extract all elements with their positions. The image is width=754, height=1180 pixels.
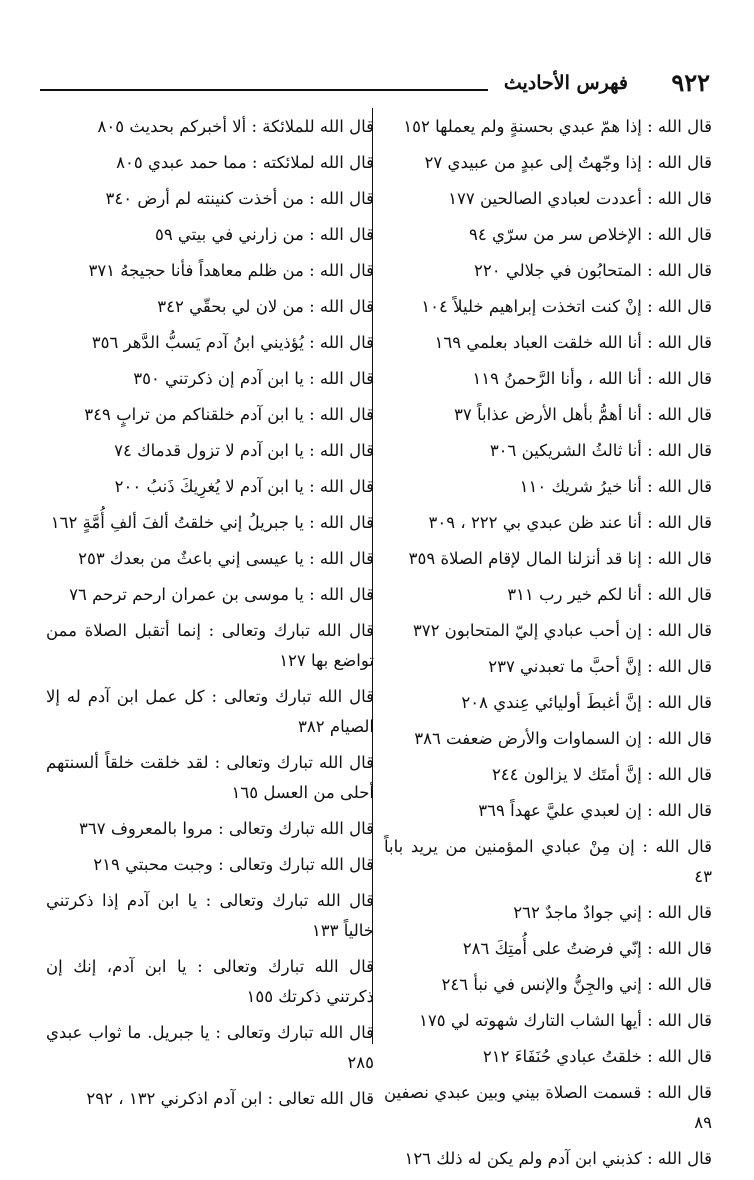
index-entry: قال الله : خلقتُ عبادي حُنَفَاءَ ٢١٢ [482,1047,712,1066]
index-entry: قال الله : أنا الله خلقت العباد بعلمي ١٦٩ [434,333,712,352]
index-entry: قال الله : من زارني في بيتي ٥٩ [154,225,374,244]
index-entry: قال الله : كذبني ابن آدم ولم يكن له ذلك ١٢٦ [404,1149,712,1168]
index-entry: قال الله : يا جبريلُ إني خلقتُ ألفَ ألفِ أُمَّةٍ ١٦٢ [50,513,374,532]
index-entry: قال الله : يا ابن آدم خلقناكم من ترابٍ ٣٤٩ [84,405,374,424]
index-entry: قال الله : إن السماوات والأرض ضعفت ٣٨٦ [414,729,712,748]
index-entry: قال الله تبارك وتعالى : وجبت محبتي ٢١٩ [93,855,374,874]
header-rule [40,89,488,91]
index-entry: قال الله : إنّي فرضتُ على أُمتِكَ ٢٨٦ [462,939,712,958]
index-entry: قال الله : إني جوادٌ ماجدٌ ٢٦٢ [513,903,712,922]
index-entry: قال الله تبارك وتعالى : يا ابن آدم، إنك إن ذكرتني ذكرتك ١٥٥ [46,957,374,1006]
index-entry: قال الله : أيها الشاب التارك شهوته لي ١٧٥ [419,1011,712,1030]
index-entry: قال الله تبارك وتعالى : مروا بالمعروف ٣٦٧ [78,819,374,838]
index-entry: قال الله : إن لعبدي عليَّ عهداً ٣٦٩ [478,801,712,820]
index-entry: قال الله : يا موسى بن عمران ارحم ترحم ٧٦ [69,585,374,604]
index-entry: قال الله : أنا أهمُّ بأهل الأرض عذاباً ٣٧ [454,405,712,424]
index-entry: قال الله : إذا وجّهتُ إلى عبدٍ من عبيدي ٢٧ [424,153,712,172]
index-entry: قال الله : إذا همّ عبدي بحسنةٍ ولم يعملها ١٥٢ [403,117,712,136]
index-column-right [384,112,712,1180]
index-entry: قال الله : إن مِنْ عبادي المؤمنين من يريد باباً ٤٣ [384,837,712,886]
running-title: فهرس الأحاديث [503,72,628,94]
index-entry: قال الله تبارك وتعالى : يا جبريل. ما ثواب عبدي ٢٨٥ [46,1023,374,1072]
index-entry: قال الله : إنَّ أمتَك لا يزالون ٢٤٤ [491,765,712,784]
index-entry: قال الله : يُؤذيني ابنُ آدم يَسبُّ الدَّهر ٣٥٦ [91,333,374,352]
index-entry: قال الله : من أخذت كنينته لم أرض ٣٤٠ [105,189,374,208]
index-entry: قال الله تبارك وتعالى : لقد خلقت خلقاً ألسنتهم أحلى من العسل ١٦٥ [46,753,374,802]
index-entry: قال الله : من ظلم معاهداً فأنا حجيجهُ ٣٧١ [88,261,374,280]
index-entry: قال الله : أنا ثالثُ الشريكين ٣٠٦ [489,441,712,460]
index-entry: قال الله : إنَّ أغبطَ أوليائي عِندي ٢٠٨ [461,693,712,712]
index-entry: قال الله : أعددت لعبادي الصالحين ١٧٧ [448,189,712,208]
index-entry: قال الله : يا ابن آدم لا تزول قدماك ٧٤ [114,441,374,460]
index-entry: قال الله : إنَّ أحبَّ ما تعبدني ٢٣٧ [488,657,712,676]
page-header [40,66,710,106]
index-entry: قال الله : يا ابن آدم لا يُغرِيكَ ذَنبُ ٢٠٠ [114,477,374,496]
index-entry: قال الله تبارك وتعالى : كل عمل ابن آدم له إلا الصيام ٣٨٢ [46,687,374,736]
index-entry: قال الله تبارك وتعالى : يا ابن آدم إذا ذكرتني خالياً ١٣٣ [46,891,374,940]
index-entry: قال الله : إنْ كنت اتخذت إبراهيم خليلاً ١٠٤ [421,297,712,316]
index-entry: قال الله : يا ابن آدم إن ذكرتني ٣٥٠ [133,369,374,388]
index-entry: قال الله : المتحابُون في جلالي ٢٢٠ [474,261,712,280]
index-entry: قال الله لملائكته : مما حمد عبدي ٨٠٥ [116,153,374,172]
index-entry: قال الله : إن أحب عبادي إليّ المتحابون ٣٧٢ [412,621,712,640]
index-entry: قال الله : من لان لي بحقّي ٣٤٢ [157,297,374,316]
index-entry: قال الله : إنا قد أنزلنا المال لإقام الصلاة ٣٥٩ [408,549,712,568]
index-column-left [46,112,374,1120]
index-entry: قال الله : أنا عند ظن عبدي بي ٢٢٢ ، ٣٠٩ [428,513,712,532]
index-entry: قال الله تعالى : ابن آدم اذكرني ١٣٢ ، ٢٩٢ [86,1089,374,1108]
index-entry: قال الله للملائكة : ألا أخبركم بحديث ٨٠٥ [97,117,374,136]
index-entry: قال الله : أنا خيرُ شريك ١١٠ [519,477,712,496]
index-entry: قال الله : أنا لكم خير رب ٣١١ [507,585,712,604]
page-number: ٩٢٢ [671,68,710,97]
index-entry: قال الله : أنا الله ، وأنا الرَّحمنُ ١١٩ [472,369,712,388]
index-entry: قال الله : الإخلاص سر من سرّي ٩٤ [469,225,712,244]
index-entry: قال الله تبارك وتعالى : إنما أتقبل الصلاة ممن تواضع بها ١٢٧ [46,621,374,670]
index-entry: قال الله : يا عيسى إني باعثٌ من بعدك ٢٥٣ [78,549,374,568]
index-entry: قال الله : قسمت الصلاة بيني وبين عبدي نصفين ٨٩ [384,1083,712,1132]
index-entry: قال الله : إني والجِنُّ والإنس في نبأ ٢٤٦ [441,975,712,994]
